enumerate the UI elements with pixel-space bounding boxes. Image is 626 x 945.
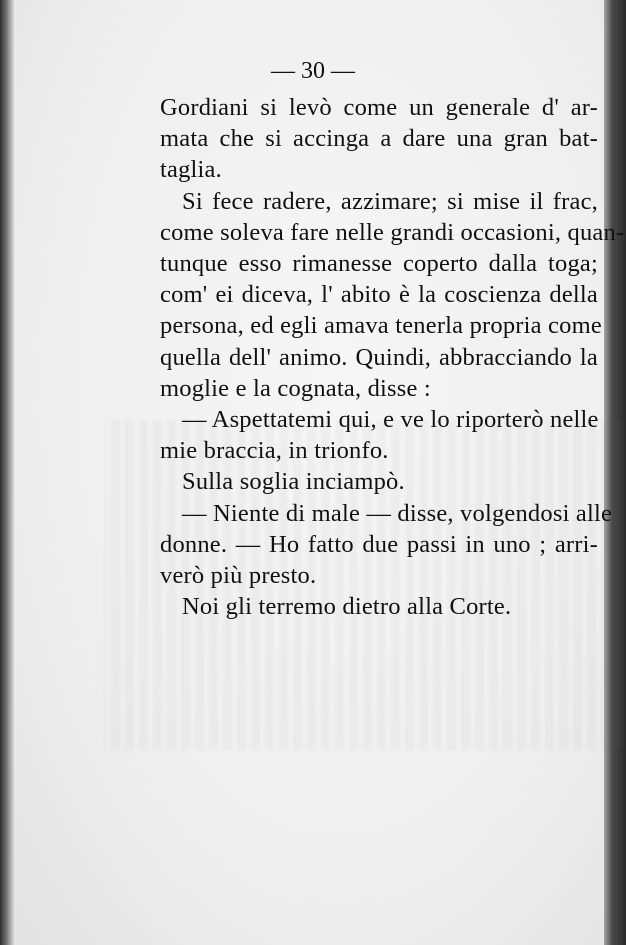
text-line: quella dell' animo. Quindi, abbracciando la — [160, 343, 598, 371]
text-line: Gordiani si levò come un generale d' ar- — [160, 94, 598, 121]
page-number: — 30 — — [271, 58, 355, 84]
text-line: — Niente di male — disse, volgendosi alle — [182, 499, 613, 527]
text-line: donne. — Ho fatto due passi in uno ; arri- — [160, 530, 598, 558]
text-line: persona, ed egli amava tenerla propria come — [160, 312, 602, 340]
text-line: Si fece radere, azzimare; si mise il frac, — [182, 187, 598, 215]
text-line: verò più presto. — [160, 562, 317, 590]
text-line: come soleva fare nelle grandi occasioni, quan- — [160, 218, 625, 246]
text-line: Sulla soglia inciampò. — [182, 468, 405, 496]
text-line: taglia. — [160, 156, 222, 184]
text-line: com' ei diceva, l' abito è la coscienza della — [160, 281, 598, 309]
text-line: Noi gli terremo dietro alla Corte. — [182, 593, 512, 621]
body-text — [160, 92, 625, 622]
text-line: — Aspettatemi qui, e ve lo riporterò nelle — [182, 406, 599, 434]
text-line: moglie e la cognata, disse : — [160, 374, 431, 402]
text-line: tunque esso rimanesse coperto dalla toga; — [160, 250, 598, 278]
text-line: mie braccia, in trionfo. — [160, 437, 389, 465]
text-line: mata che si accinga a dare una gran bat- — [160, 125, 598, 153]
